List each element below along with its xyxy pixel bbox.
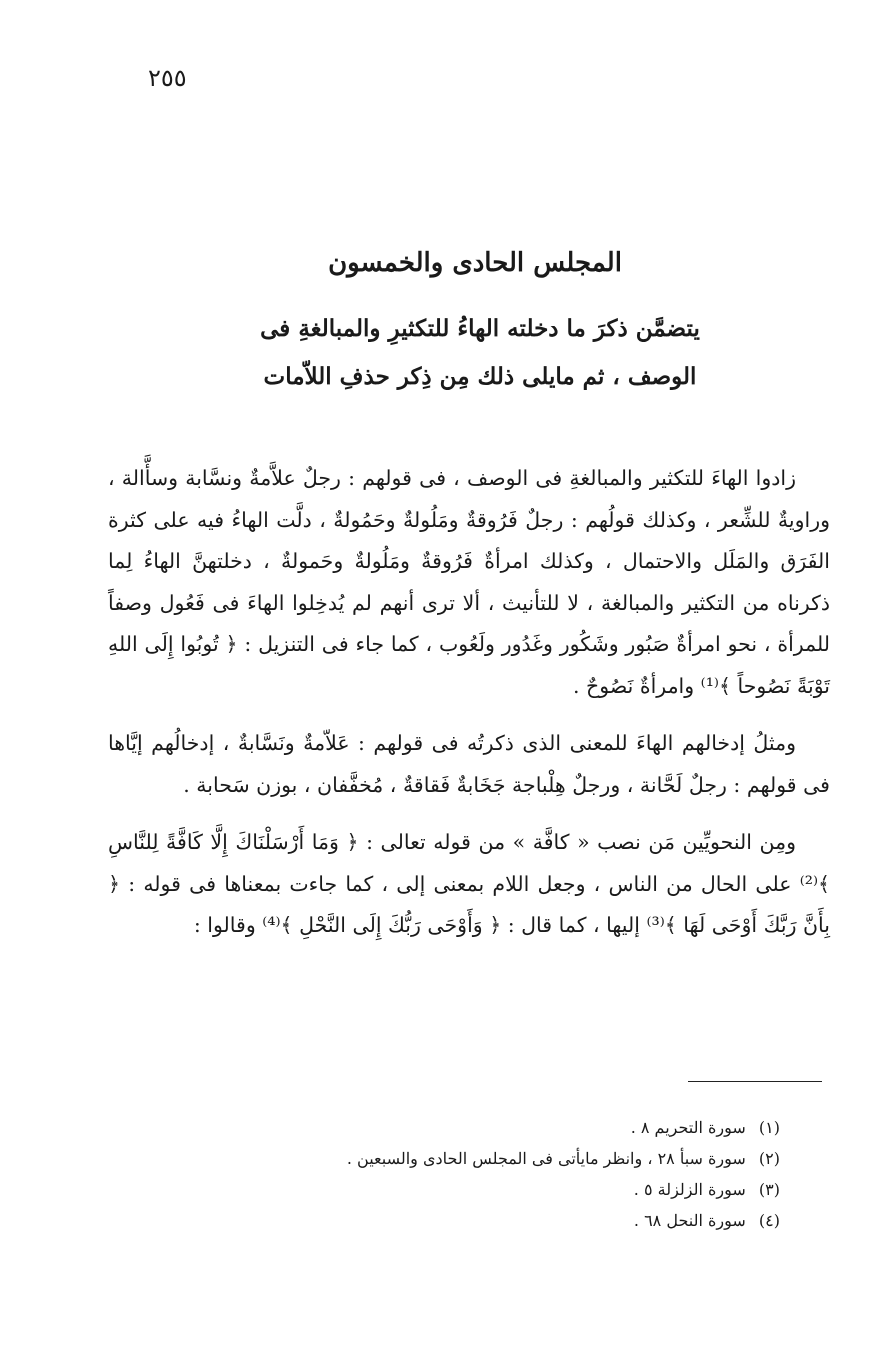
footnote-number: (٤) xyxy=(758,1211,780,1230)
paragraph: زادوا الهاءَ للتكثير والمبالغةِ فى الوصف ، فى قولهم : رجلٌ علاَّمةٌ ونسَّابة وسأَّالة ، وراويةٌ للشِّعر ، وكذلك قولُهم : رجلٌ فَرُوقةٌ ومَلُولةٌ وحَمُولةٌ ، دلَّت الهاءُ فيه على كثرة الفَرَق والمَلَل والاحتمال ، وكذلك امرأةٌ فَرُوقةٌ ومَلُولةٌ وحَمولةٌ ، دخلتهنَّ الهاءُ لِما ذكرناه من التكثير والمبالغة ، لا للتأنيث ، ألا ترى أنهم لم يُدخِلوا الهاءَ فى فَعُول وصفاً للمرأة ، نحو امرأةٌ صَبُور وشَكُور وغَدُور ولَعُوب ، كما جاء فى التنزيل : ﴿ تُوبُوا إِلَى اللهِ تَوْبَةً نَصُوحاً ﴾⁽¹⁾ وامرأةٌ نَصُوحٌ . xyxy=(108,466,830,698)
paragraph: ومثلُ إدخالهم الهاءَ للمعنى الذى ذكرتُه فى قولهم : عَلاّمةٌ ونَسَّابةٌ ، إدخالُهم إيَّاها فى قولهم : رجلٌ لَحَّانة ، ورجلٌ هِلْباجة جَخَابةٌ فَقاقةٌ ، مُخفَّفان ، بوزن سَحابة . xyxy=(108,731,830,797)
footnote-number: (٢) xyxy=(758,1149,780,1168)
chapter-title: المجلس الحادى والخمسون xyxy=(328,248,622,278)
footnote xyxy=(220,1143,780,1174)
footnote-number: (١) xyxy=(758,1118,780,1137)
footnotes xyxy=(220,1112,780,1236)
footnote-text: سورة سبأ ٢٨ ، وانظر مايأتى فى المجلس الحادى والسبعين . xyxy=(346,1149,746,1168)
footnote xyxy=(220,1174,780,1205)
body-text xyxy=(108,458,830,963)
footnote xyxy=(220,1205,780,1236)
chapter-subtitle: يتضمَّن ذكرَ ما دخلته الهاءُ للتكثيرِ والمبالغةِ فى الوصف ، ثم مايلى ذلك مِن ذِكر حذفِ اللاّمات xyxy=(260,315,700,390)
paragraph: ومِن النحويِّين مَن نصب « كافَّة » من قوله تعالى : ﴿ وَمَا أَرْسَلْنَاكَ إِلَّا كَافَّةً لِلنَّاسِ ﴾⁽²⁾ على الحال من الناس ، وجعل اللام بمعنى إلى ، كما جاءت بمعناها فى قوله : ﴿ بِأَنَّ رَبَّكَ أَوْحَى لَهَا ﴾⁽³⁾ إليها ، كما قال : ﴿ وَأَوْحَى رَبُّكَ إِلَى النَّحْلِ ﴾⁽⁴⁾ وقالوا : xyxy=(108,830,830,937)
footnote-text: سورة التحريم ٨ . xyxy=(630,1118,746,1137)
footnote-number: (٣) xyxy=(758,1180,780,1199)
footnote-text: سورة الزلزلة ٥ . xyxy=(633,1180,746,1199)
footnote-text: سورة النحل ٦٨ . xyxy=(633,1211,746,1230)
footnote-divider xyxy=(688,1081,822,1082)
footnote xyxy=(220,1112,780,1143)
page-number: ٢٥٥ xyxy=(148,64,187,92)
